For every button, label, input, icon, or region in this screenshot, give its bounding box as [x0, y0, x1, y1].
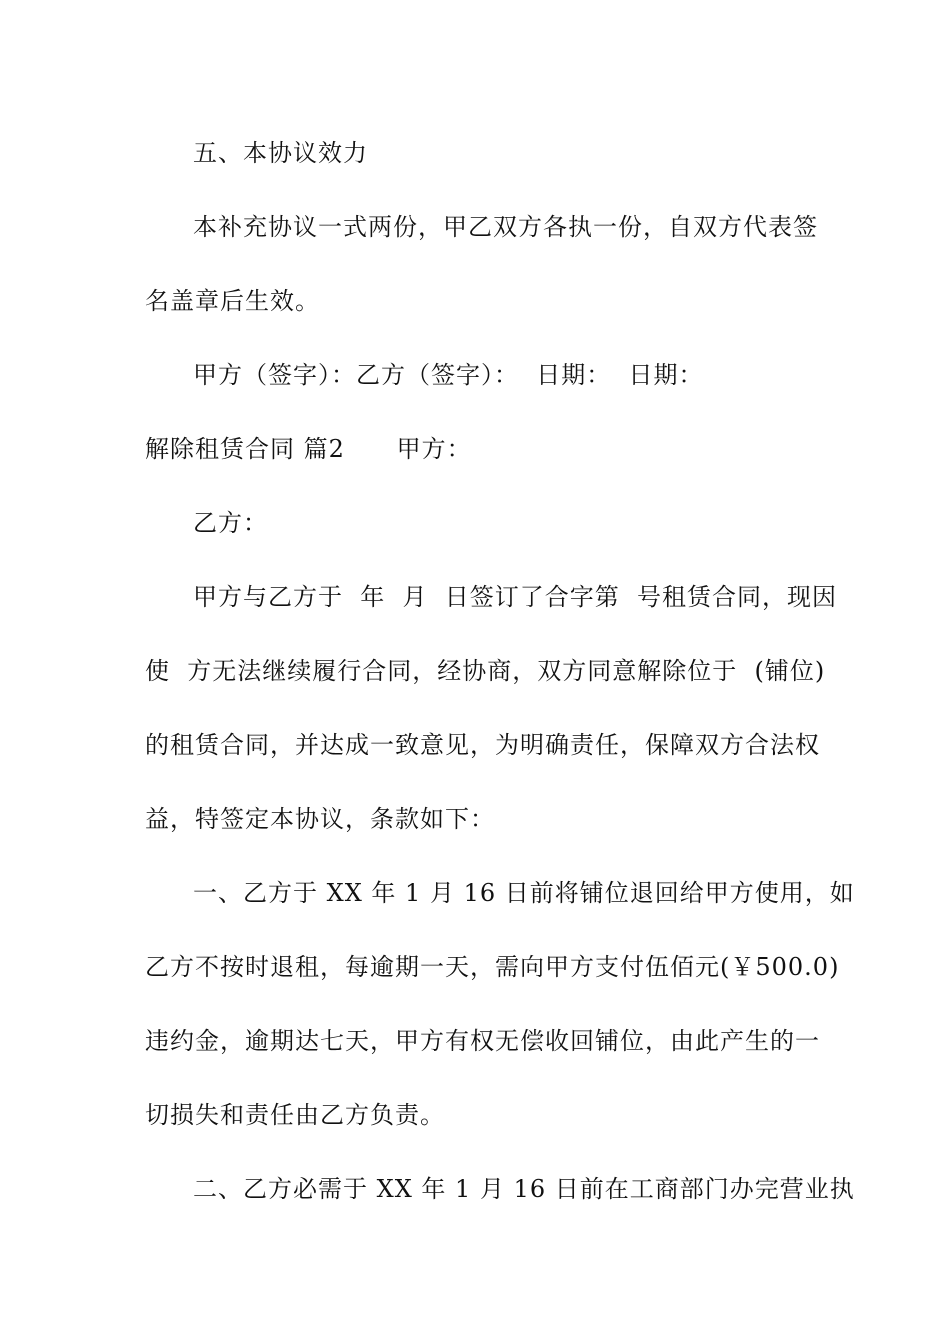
paragraph-line: 甲方与乙方于 年 月 日签订了合字第 号租赁合同，现因	[193, 583, 838, 611]
clause-line: 切损失和责任由乙方负责。	[145, 1101, 445, 1129]
paragraph-line: 本补充协议一式两份，甲乙双方各执一份，自双方代表签	[193, 213, 818, 241]
section-heading: 五、本协议效力	[193, 139, 368, 167]
paragraph-line: 益，特签定本协议，条款如下：	[145, 805, 495, 833]
paragraph-line: 的租赁合同，并达成一致意见，为明确责任，保障双方合法权	[145, 731, 820, 759]
party-line: 乙方：	[193, 509, 268, 537]
contract-title-line: 解除租赁合同 篇2 甲方：	[145, 435, 472, 463]
paragraph-line: 使 方无法继续履行合同，经协商，双方同意解除位于 (铺位)	[145, 657, 826, 685]
clause-line: 二、乙方必需于 XX 年 1 月 16 日前在工商部门办完营业执	[193, 1175, 855, 1203]
clause-line: 乙方不按时退租，每逾期一天，需向甲方支付伍佰元(￥500.0)	[145, 953, 840, 981]
signature-line: 甲方（签字）：乙方（签字）： 日期： 日期：	[193, 361, 704, 389]
paragraph-line: 名盖章后生效。	[145, 287, 320, 315]
clause-line: 违约金，逾期达七天，甲方有权无偿收回铺位，由此产生的一	[145, 1027, 820, 1055]
clause-line: 一、乙方于 XX 年 1 月 16 日前将铺位退回给甲方使用，如	[193, 879, 855, 907]
